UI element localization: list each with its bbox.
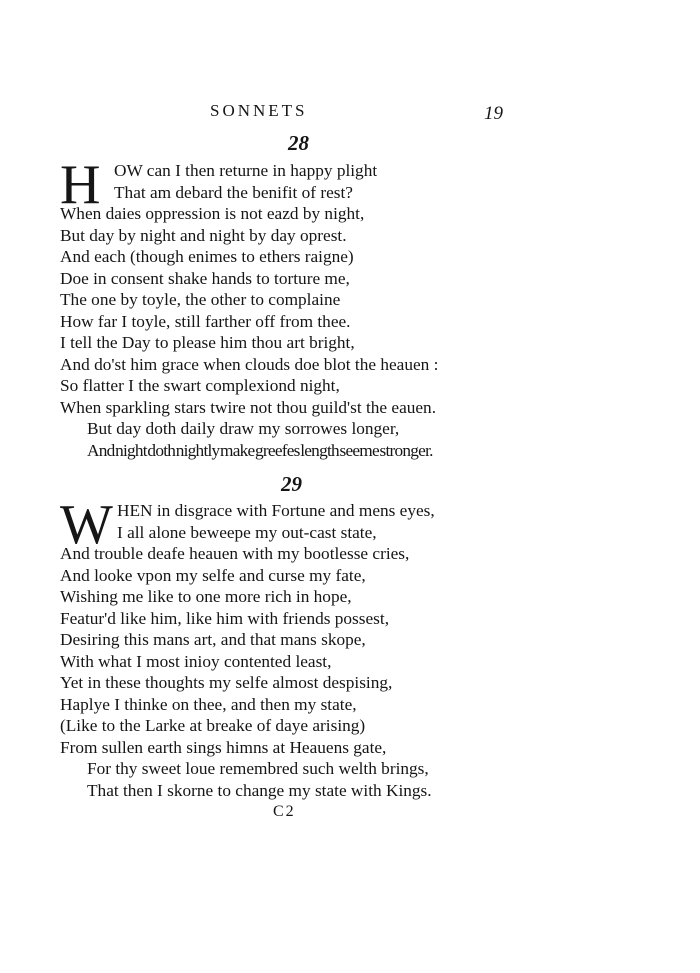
drop-cap: W bbox=[60, 494, 113, 556]
verse-line: Haplye I thinke on thee, and then my state, bbox=[60, 694, 357, 714]
verse-line: OW can I then returne in happy plight bbox=[114, 161, 378, 180]
verse-line: With what I most inioy contented least, bbox=[60, 651, 332, 671]
verse-line: But day by night and night by day oprest. bbox=[60, 225, 347, 245]
verse-line: Featur'd like him, like him with friends possest, bbox=[60, 608, 390, 628]
couplet-line: For thy sweet loue remembred such welth brings, bbox=[87, 759, 429, 778]
page-number: 19 bbox=[484, 103, 503, 124]
couplet-line: But day doth daily draw my sorrowes longer, bbox=[87, 419, 400, 438]
verse-line: Doe in consent shake hands to torture me, bbox=[60, 268, 350, 288]
verse-line: Desiring this mans art, and that mans skope, bbox=[60, 630, 366, 649]
verse-line: When sparkling stars twire not thou guild'st the eauen. bbox=[60, 397, 437, 417]
verse-line: Wishing me like to one more rich in hope, bbox=[60, 587, 352, 606]
verse-line: From sullen earth sings himns at Heauens gate, bbox=[60, 737, 387, 757]
verse-line: So flatter I the swart complexiond night, bbox=[60, 376, 340, 395]
couplet-line: And night doth nightly make greefes length seeme stronger. bbox=[87, 440, 433, 460]
verse-line: And do'st him grace when clouds doe blot the heauen : bbox=[60, 354, 439, 374]
verse-line: That am debard the benifit of rest? bbox=[114, 182, 353, 202]
verse-line: And trouble deafe heauen with my bootlesse cries, bbox=[60, 544, 410, 563]
verse-line: And each (though enimes to ethers raigne) bbox=[60, 247, 354, 266]
verse-line: (Like to the Larke at breake of daye arising) bbox=[60, 716, 366, 735]
sonnet-number: 29 bbox=[281, 472, 302, 496]
couplet-line: That then I skorne to change my state with Kings. bbox=[87, 780, 432, 800]
verse-line: The one by toyle, the other to complaine bbox=[60, 290, 341, 309]
verse-line: How far I toyle, still farther off from thee. bbox=[60, 311, 351, 331]
verse-line: And looke vpon my selfe and curse my fate, bbox=[60, 565, 366, 585]
verse-line: Yet in these thoughts my selfe almost despising, bbox=[60, 673, 393, 692]
verse-line: I all alone beweepe my out-cast state, bbox=[117, 522, 377, 542]
sonnet-number: 28 bbox=[288, 131, 309, 155]
verse-line: When daies oppression is not eazd by night, bbox=[60, 204, 365, 223]
verse-line: HEN in disgrace with Fortune and mens eyes, bbox=[117, 501, 435, 520]
signature-mark: C2 bbox=[273, 803, 296, 820]
verse-line: I tell the Day to please him thou art bright, bbox=[60, 333, 355, 352]
running-head: SONNETS bbox=[210, 101, 308, 120]
drop-cap: H bbox=[60, 154, 101, 216]
